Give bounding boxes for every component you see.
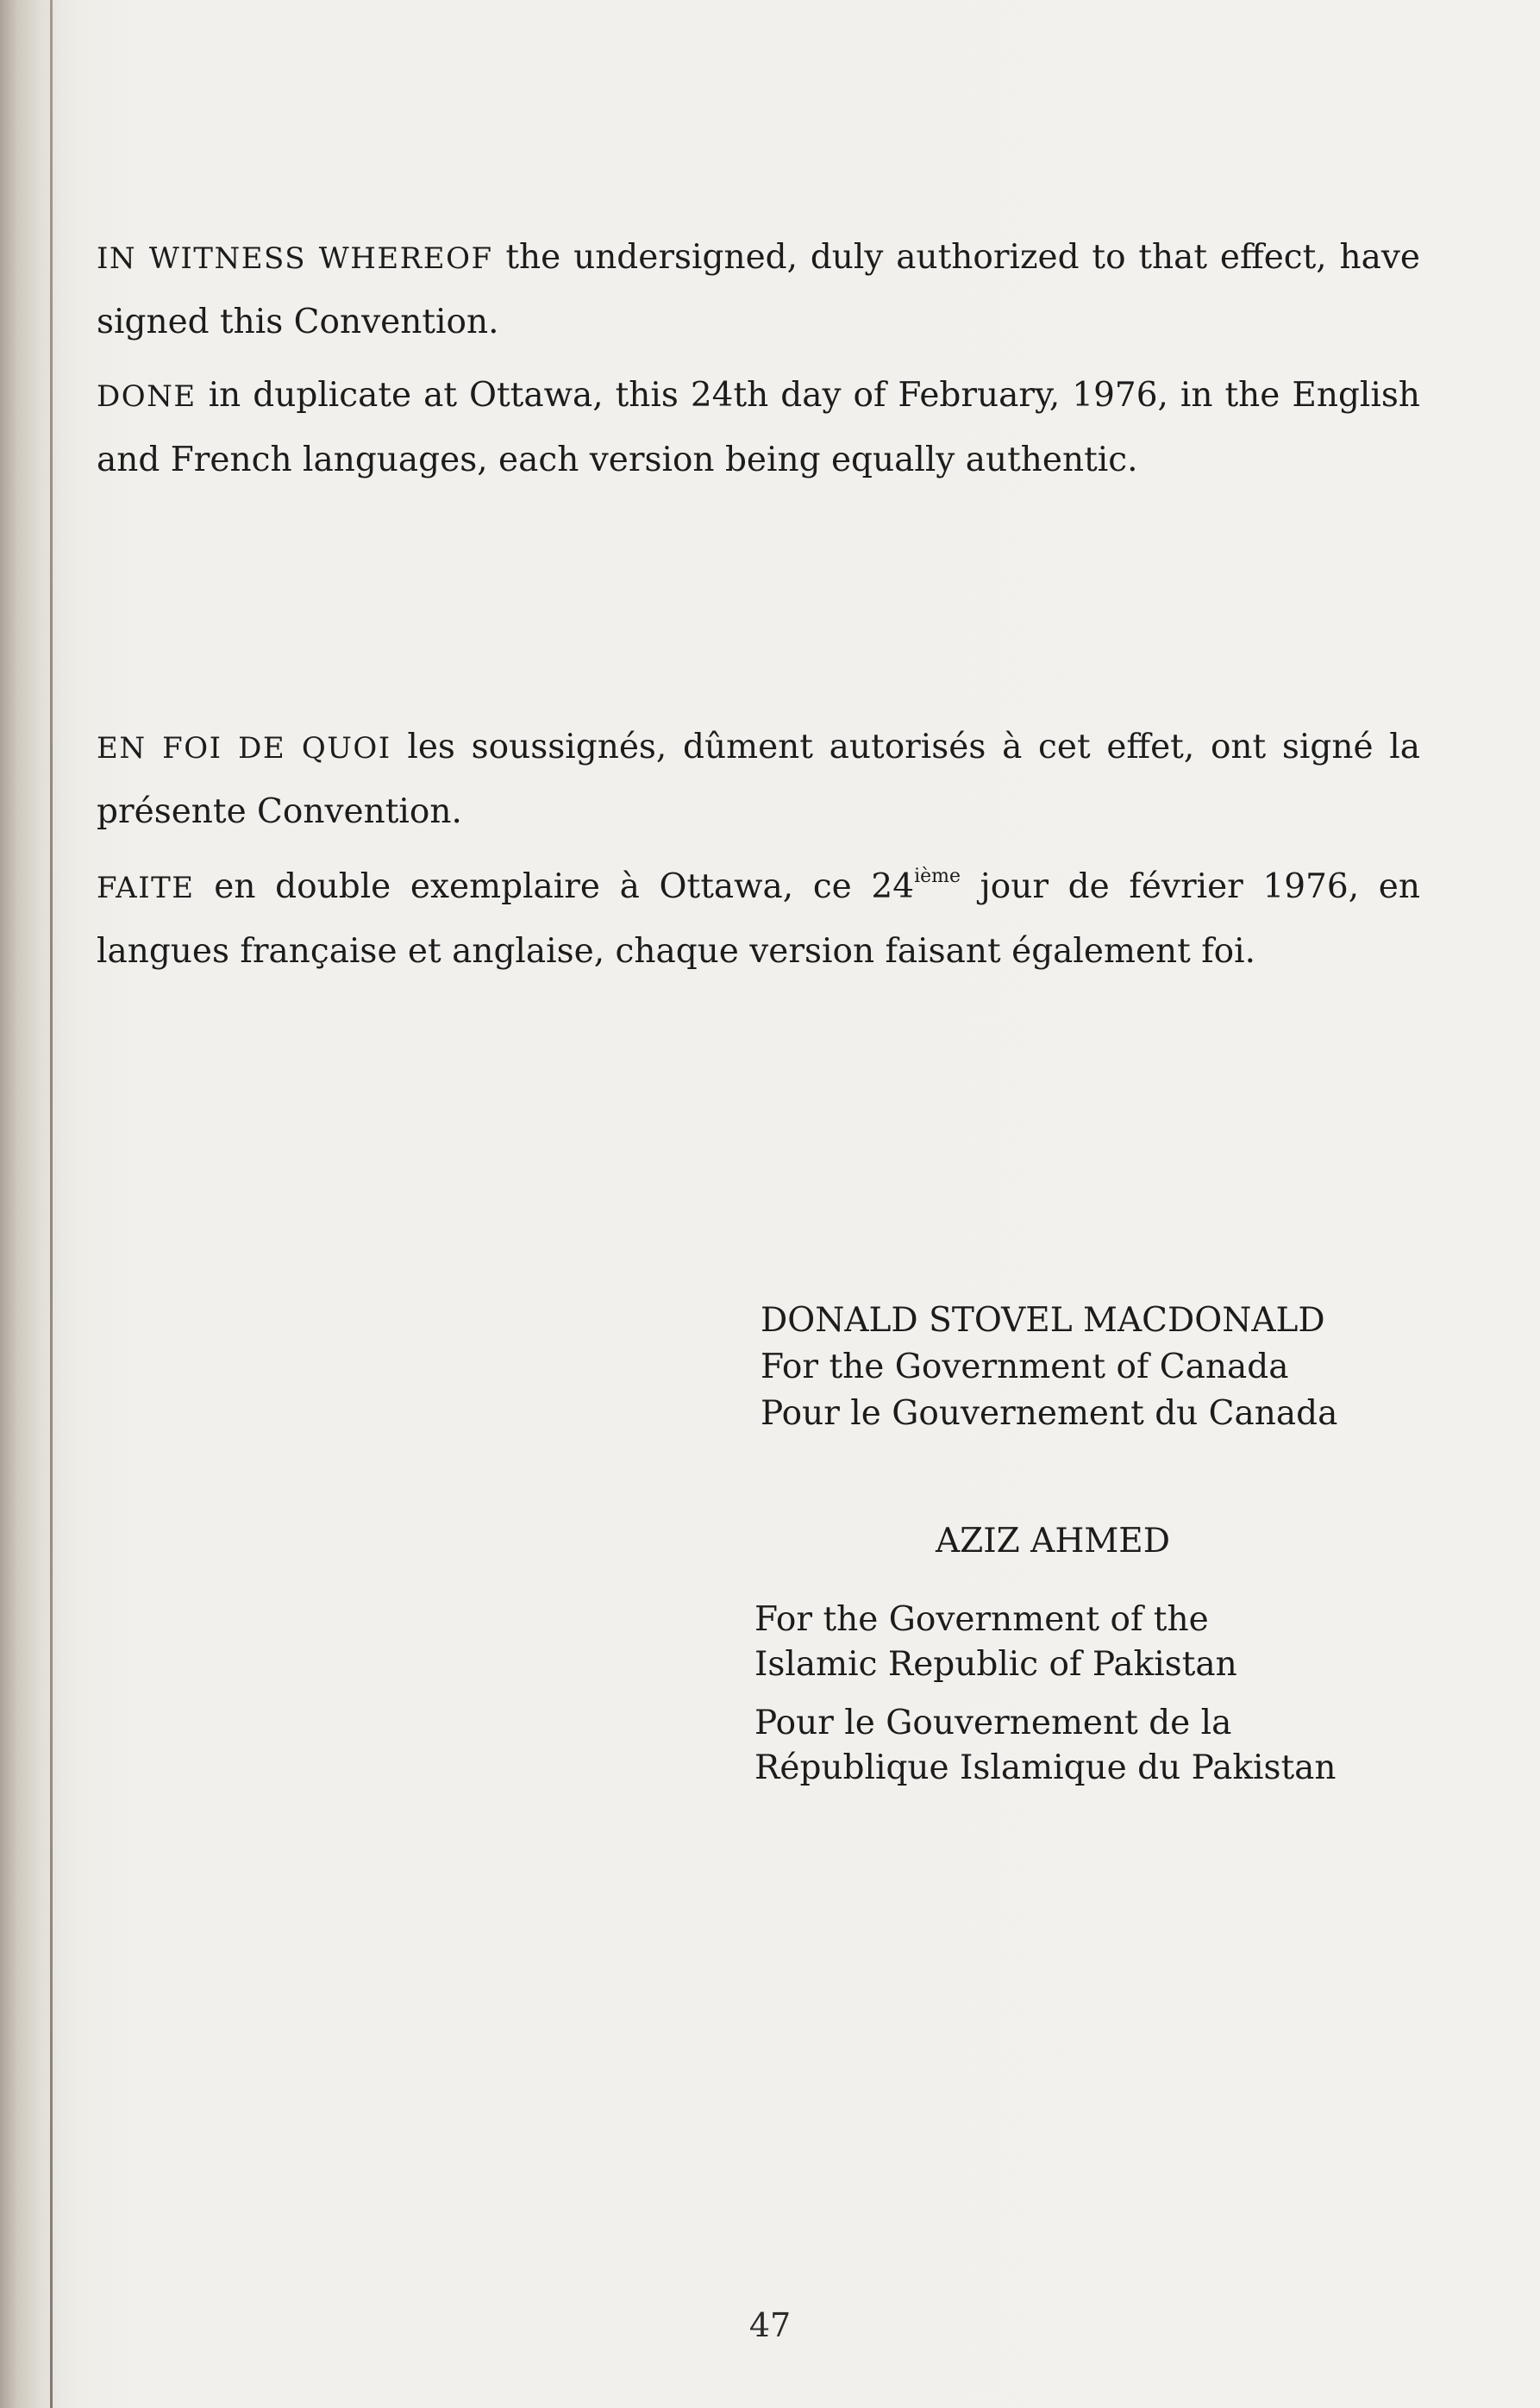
signature-spacer (754, 1687, 1337, 1701)
witness-text-en: the undersigned, duly authorized to that effect, have signed this Convention. (97, 238, 1420, 341)
signature-block-canada (761, 1298, 1337, 1437)
signatory-role-canada-en: For the Government of Canada (761, 1348, 1289, 1386)
done-paragraph-fr (97, 855, 1420, 983)
witness-text-fr: les soussignés, dûment autorisés à cet effet, ont signé la présente Convention. (97, 728, 1420, 831)
signatory-name-pakistan-wrap (936, 1518, 1170, 1565)
done-text-fr-after: jour de février 1976, en langues française et anglaise, chaque version faisant également foi. (97, 867, 1420, 971)
done-text-fr-before: en double exemplaire à Ottawa, ce 24 (194, 867, 915, 906)
signature-block-pakistan (754, 1598, 1337, 1791)
witness-lead-en: IN WITNESS WHEREOF (97, 241, 493, 276)
signatory-role-pakistan-fr-2: République Islamique du Pakistan (754, 1748, 1337, 1787)
witness-paragraph-fr (97, 716, 1420, 843)
signatory-role-pakistan-fr-1: Pour le Gouvernement de la (754, 1704, 1232, 1742)
done-lead-en: DONE (97, 379, 197, 414)
done-lead-fr: FAITE (97, 871, 195, 905)
signatory-name-canada: DONALD STOVEL MACDONALD (761, 1301, 1325, 1340)
witness-lead-fr: EN FOI DE QUOI (97, 731, 391, 766)
signatory-name-pakistan: AZIZ AHMED (936, 1522, 1171, 1561)
page-number: 47 (748, 2306, 792, 2344)
signatory-role-pakistan-en-1: For the Government of the (754, 1600, 1209, 1639)
signatory-role-canada-fr: Pour le Gouvernement du Canada (761, 1394, 1338, 1433)
done-superscript-fr: ième (914, 866, 961, 887)
witness-paragraph-en (97, 226, 1420, 353)
done-paragraph-en (97, 364, 1420, 491)
binding-edge (50, 0, 53, 2408)
done-text-en: in duplicate at Ottawa, this 24th day of February, 1976, in the English and French languages, each version being equally authentic. (97, 376, 1420, 479)
signatory-role-pakistan-en-2: Islamic Republic of Pakistan (754, 1645, 1237, 1684)
